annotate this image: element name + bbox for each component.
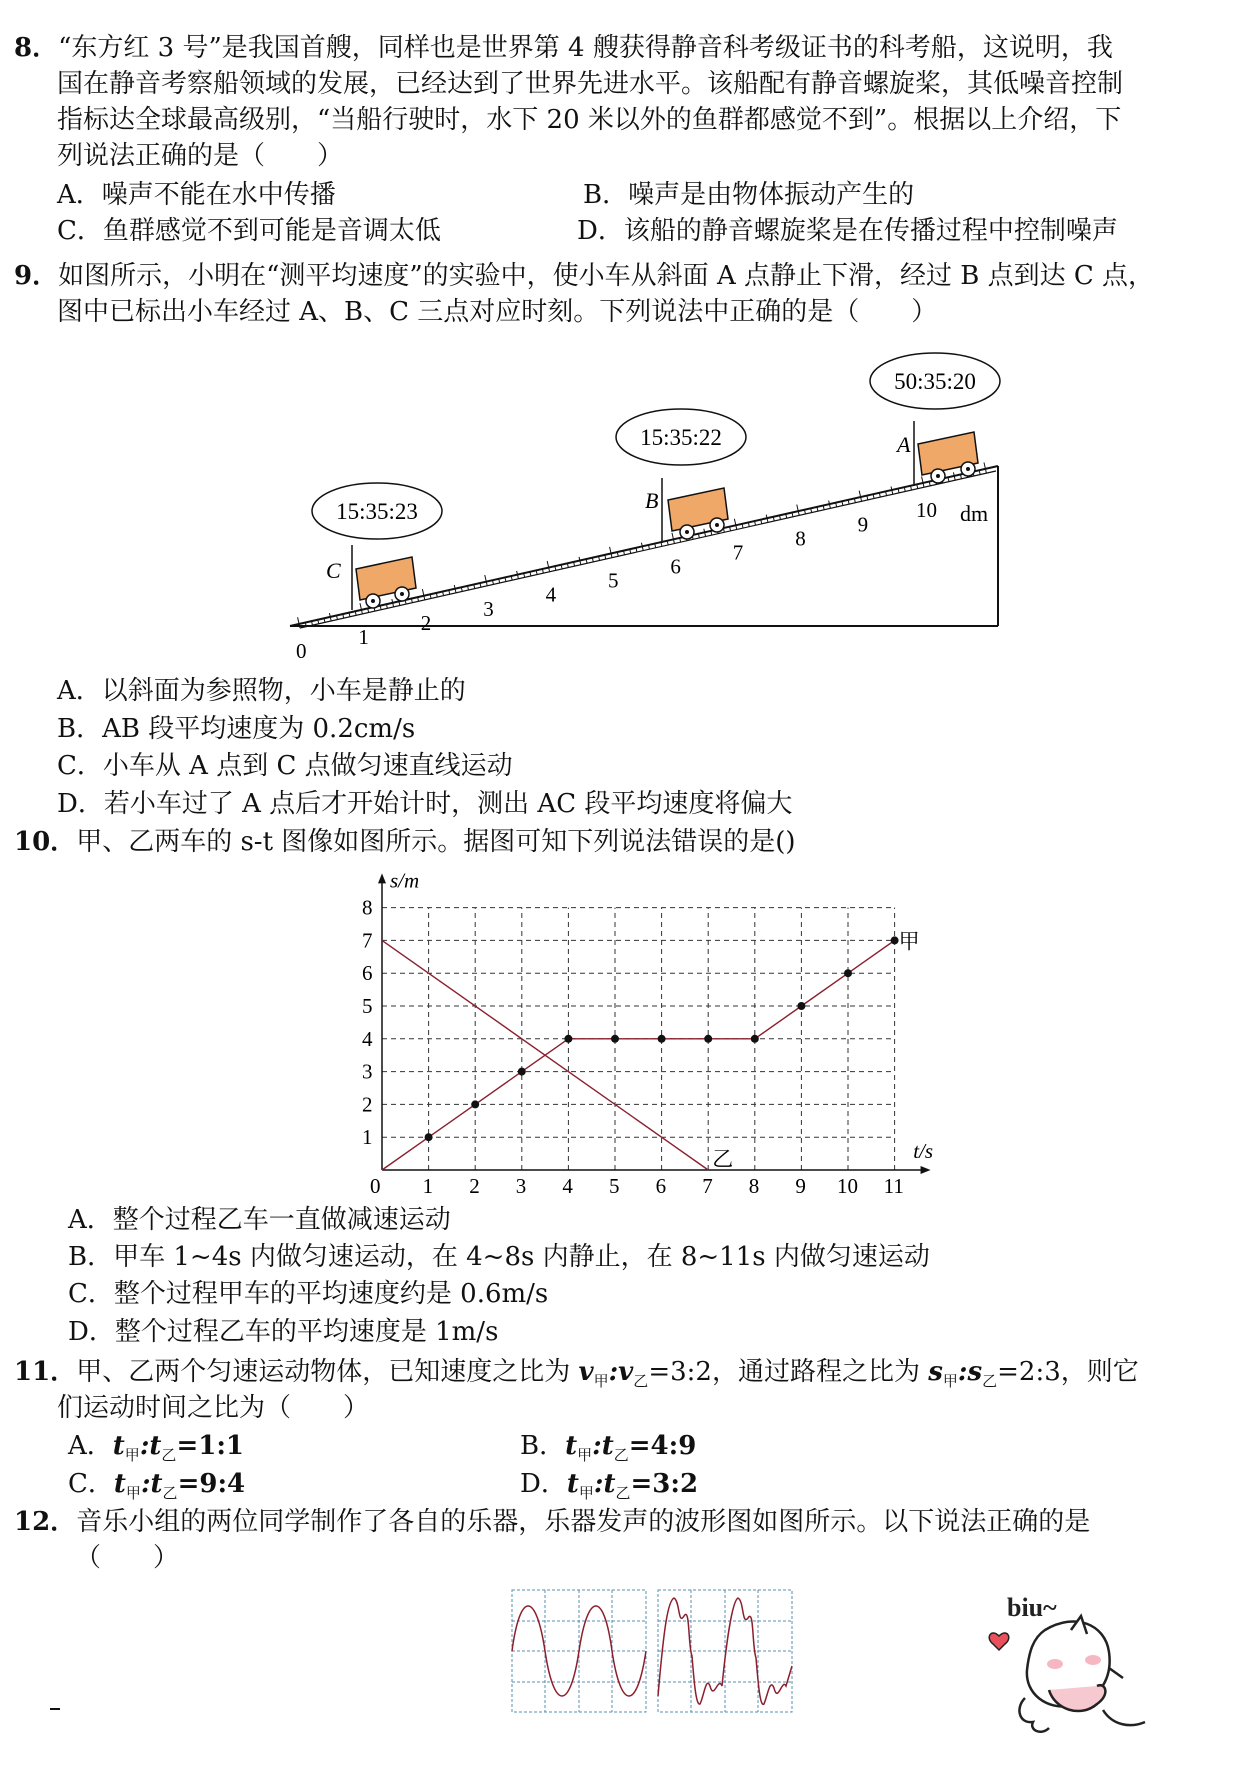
y-tick-label: 1 (362, 1125, 373, 1150)
label-a: A (897, 432, 911, 457)
ruler-number: 5 (608, 568, 619, 593)
data-point (797, 1002, 805, 1010)
ruler-number: 4 (545, 582, 557, 607)
q11-line-1: 11．甲、乙两个匀速运动物体，已知速度之比为 $v_甲:v_乙=3:2$，通过路程之比为 $s_甲:s_乙=2:3$，则它 (14, 1357, 1139, 1391)
q11-option-b[interactable]: B．$t_甲:t_乙=4:9$ (520, 1431, 697, 1465)
x-tick-label: 0 (370, 1174, 381, 1198)
data-point (564, 1035, 572, 1043)
clock-c: 15:35:23 (336, 499, 418, 524)
q10-option-a[interactable]: A．整个过程乙车一直做减速运动 (68, 1205, 451, 1235)
label-b: B (645, 488, 659, 513)
series-line-甲 (382, 940, 895, 1170)
q11-option-a[interactable]: A．$t_甲:t_乙=1:1$ (68, 1431, 245, 1465)
data-point (704, 1035, 712, 1043)
ruler-number: 0 (296, 639, 307, 663)
x-tick-label: 5 (609, 1174, 620, 1198)
y-tick-label: 7 (362, 928, 373, 953)
ruler-tick (422, 589, 424, 600)
data-point (425, 1133, 433, 1141)
x-tick-label: 1 (422, 1174, 434, 1198)
x-tick-label: 3 (515, 1174, 527, 1198)
stray-mark (50, 1708, 60, 1710)
q10-option-b[interactable]: B．甲车 1~4s 内做匀速运动，在 4~8s 内静止，在 8~11s 内做匀速运动 (68, 1242, 930, 1272)
q9-option-d[interactable]: D．若小车过了 A 点后才开始计时，测出 AC 段平均速度将偏大 (57, 789, 793, 819)
ruler-number: 1 (358, 624, 369, 649)
q8-option-a[interactable]: A．噪声不能在水中传播 (57, 180, 336, 210)
q11-line-2: 们运动时间之比为（ ） (57, 1393, 370, 1423)
sticker-text: biu~ (1007, 1593, 1057, 1622)
car-a (914, 421, 978, 486)
q10-option-c[interactable]: C．整个过程甲车的平均速度约是 0.6m/s (68, 1279, 549, 1309)
ruler-tick (672, 533, 674, 544)
series-label: 乙 (712, 1147, 734, 1171)
x-tick-label: 8 (748, 1174, 760, 1198)
data-point (844, 969, 852, 977)
q10-option-d[interactable]: D．整个过程乙车的平均速度是 1m/s (68, 1317, 499, 1347)
incline-figure (0, 340, 1255, 670)
ruler-number: 7 (732, 540, 744, 565)
x-tick-label: 2 (469, 1174, 480, 1198)
data-point (751, 1035, 759, 1043)
x-tick-label: 4 (562, 1174, 573, 1198)
ruler-tick (610, 547, 612, 558)
clock-b: 15:35:22 (640, 425, 722, 450)
clock-a: 50:35:20 (894, 369, 976, 394)
x-tick-label: 7 (702, 1174, 713, 1198)
car-c (352, 545, 416, 610)
biu-sticker (985, 1590, 1155, 1750)
x-tick-label: 9 (795, 1174, 806, 1198)
ruler-tick (547, 561, 549, 572)
q8-option-d[interactable]: D．该船的静音螺旋桨是在传播过程中控制噪声 (577, 216, 1118, 246)
ruler-number: 3 (483, 596, 494, 621)
data-point (471, 1100, 479, 1108)
x-axis-label: t/s (913, 1139, 934, 1163)
x-tick-label: 6 (655, 1174, 667, 1198)
ruler-unit: dm (960, 501, 989, 526)
y-tick-label: 4 (362, 1026, 373, 1051)
y-axis-label: s/m (390, 868, 420, 893)
q9-option-c[interactable]: C．小车从 A 点到 C 点做匀速直线运动 (57, 751, 513, 781)
data-point (891, 936, 899, 944)
ruler-tick (485, 575, 487, 586)
x-axis-arrow (921, 1166, 931, 1174)
y-axis-arrow (378, 873, 386, 883)
data-point (611, 1035, 619, 1043)
ruler-number: 8 (795, 526, 806, 551)
heart-icon (989, 1633, 1009, 1650)
ruler-number: 6 (670, 554, 681, 579)
ruler-number: 10 (916, 498, 937, 523)
y-tick-label: 2 (362, 1092, 373, 1117)
ruler-tick (360, 603, 362, 614)
q10-line-1: 10．甲、乙两车的 s-t 图像如图所示。据图可知下列说法错误的是() (14, 827, 796, 857)
y-tick-label: 8 (362, 895, 373, 920)
q8-option-c[interactable]: C．鱼群感觉不到可能是音调太低 (57, 216, 441, 246)
label-c: C (326, 558, 341, 583)
st-chart (340, 860, 940, 1200)
x-tick-label: 10 (837, 1174, 858, 1198)
q8-line-4: 列说法正确的是（ ） (57, 141, 344, 171)
q8-line-3: 指标达全球最高级别，“当船行驶时，水下 20 米以外的鱼群都感觉不到”。根据以上介绍，下 (57, 105, 1122, 135)
series-label: 甲 (898, 929, 920, 954)
q11-option-d[interactable]: D．$t_甲:t_乙=3:2$ (520, 1469, 699, 1503)
y-tick-label: 3 (362, 1059, 373, 1084)
q9-line-1: 9．如图所示，小明在“测平均速度”的实验中，使小车从斜面 A 点静止下滑，经过 B 点到达 C 点， (14, 261, 1155, 291)
waveform-figure (508, 1586, 798, 1718)
ruler-number: 9 (857, 512, 869, 537)
q8-line-2: 国在静音考察船领域的发展，已经达到了世界先进水平。该船配有静音螺旋桨，其低噪音控制 (57, 69, 1124, 99)
data-point (518, 1068, 526, 1076)
y-tick-label: 6 (362, 961, 373, 986)
q8-line-1: 8．“东方红 3 号”是我国首艘，同样也是世界第 4 艘获得静音科考级证书的科考船，这说明，我 (14, 33, 1113, 63)
q9-option-a[interactable]: A．以斜面为参照物，小车是静止的 (57, 676, 466, 706)
q8-option-b[interactable]: B．噪声是由物体振动产生的 (583, 180, 915, 210)
y-tick-label: 5 (362, 994, 373, 1018)
q9-line-2: 图中已标出小车经过 A、B、C 三点对应时刻。下列说法中正确的是（ ） (57, 297, 938, 327)
ruler-number: 2 (420, 610, 432, 635)
data-point (658, 1035, 666, 1043)
q11-option-c[interactable]: C．$t_甲:t_乙=9:4$ (68, 1469, 246, 1503)
q12-line-1: 12．音乐小组的两位同学制作了各自的乐器，乐器发声的波形图如图所示。以下说法正确的是 (14, 1507, 1091, 1537)
q9-option-b[interactable]: B．AB 段平均速度为 0.2cm/s (57, 714, 416, 744)
q12-line-2: （ ） (75, 1543, 180, 1573)
x-tick-label: 11 (883, 1174, 904, 1198)
